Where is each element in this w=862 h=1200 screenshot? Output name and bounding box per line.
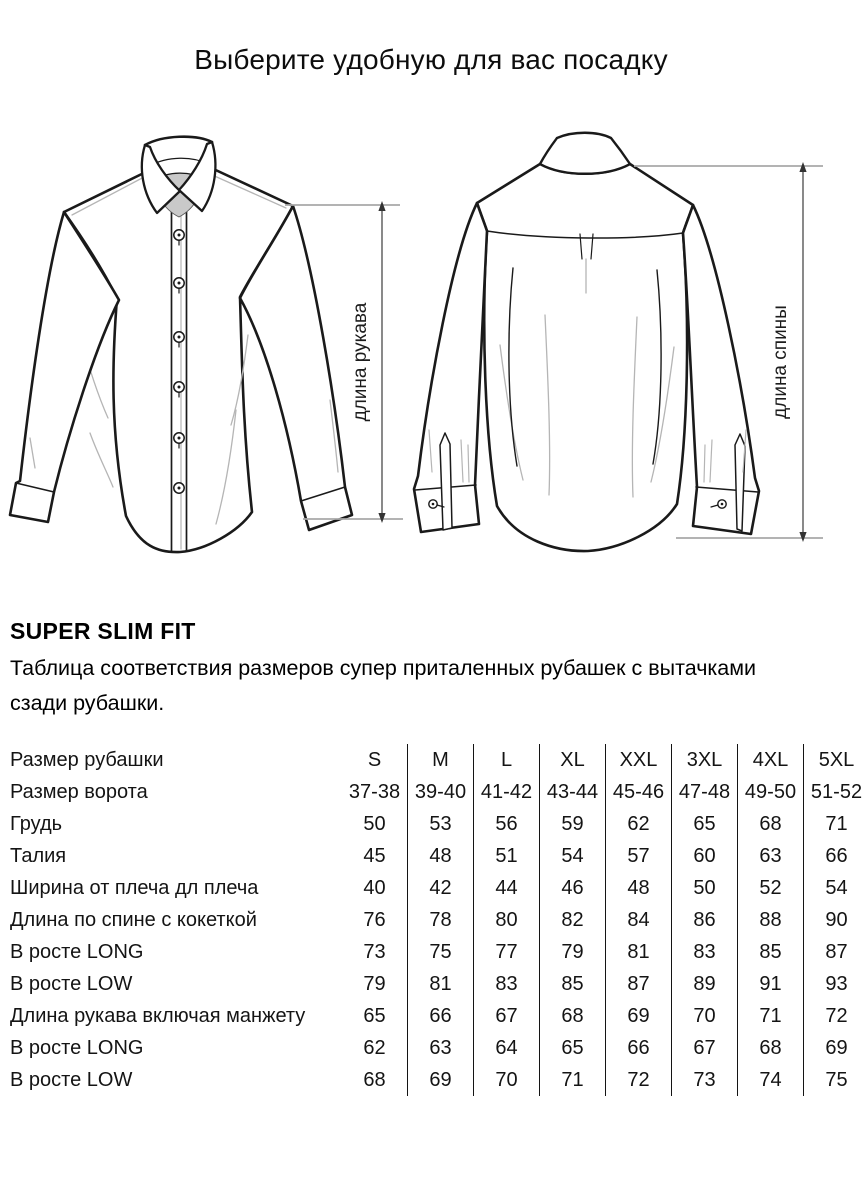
row-value: 46 <box>540 872 606 904</box>
row-value: 43-44 <box>540 776 606 808</box>
back-left-cuff-placket <box>440 433 452 530</box>
row-value: 52 <box>738 872 804 904</box>
row-value: 79 <box>363 972 386 995</box>
row-value: 81 <box>408 968 474 1000</box>
row-value: 71 <box>804 808 862 840</box>
table-row <box>10 840 862 872</box>
row-value: 82 <box>540 904 606 936</box>
row-value: 72 <box>804 1000 862 1032</box>
row-value: 84 <box>606 904 672 936</box>
row-label: В росте LONG <box>10 940 144 963</box>
row-value: 88 <box>738 904 804 936</box>
row-label: Длина рукава включая манжету <box>10 1004 306 1027</box>
front-collar <box>142 137 216 217</box>
row-value: 77 <box>474 936 540 968</box>
row-value: 51-52 <box>804 776 862 808</box>
back-length-label: длина спины <box>770 305 791 419</box>
front-shirt-drawing <box>10 137 352 552</box>
row-value: 79 <box>540 936 606 968</box>
row-value: 40 <box>363 876 386 899</box>
table-row <box>10 1064 862 1096</box>
fit-heading: SUPER SLIM FIT <box>10 618 196 644</box>
row-value: 72 <box>606 1064 672 1096</box>
row-value: 56 <box>474 808 540 840</box>
row-label: Ширина от плеча дл плеча <box>10 876 259 899</box>
row-value: 47-48 <box>672 776 738 808</box>
row-value: 71 <box>540 1064 606 1096</box>
row-value: 60 <box>672 840 738 872</box>
row-value: 73 <box>363 940 386 963</box>
row-value: 63 <box>738 840 804 872</box>
row-value: XXL <box>606 744 672 776</box>
row-value: M <box>408 744 474 776</box>
size-table <box>10 744 862 1096</box>
row-value: 75 <box>408 936 474 968</box>
row-value: 68 <box>363 1068 386 1091</box>
row-value: 41-42 <box>474 776 540 808</box>
row-value: XL <box>540 744 606 776</box>
row-value: 69 <box>804 1032 862 1064</box>
row-value: 69 <box>408 1064 474 1096</box>
row-value: 65 <box>363 1004 386 1027</box>
row-value: 73 <box>672 1064 738 1096</box>
fit-description: Таблица соответствия размеров супер приталенных рубашек с вытачками сзади рубашки. <box>10 656 757 715</box>
row-value: 86 <box>672 904 738 936</box>
shirt-technical-drawing <box>0 100 862 580</box>
row-value: 67 <box>672 1032 738 1064</box>
row-value: 91 <box>738 968 804 1000</box>
row-value: 71 <box>738 1000 804 1032</box>
row-value: 68 <box>540 1000 606 1032</box>
row-label: Размер рубашки <box>10 748 164 771</box>
back-collar <box>540 133 630 174</box>
row-value: 64 <box>474 1032 540 1064</box>
table-row <box>10 808 862 840</box>
row-value: 66 <box>408 1000 474 1032</box>
row-value: 63 <box>408 1032 474 1064</box>
row-value: 48 <box>408 840 474 872</box>
row-label: Размер ворота <box>10 780 148 803</box>
row-value: 49-50 <box>738 776 804 808</box>
row-value: 39-40 <box>408 776 474 808</box>
row-value: 54 <box>540 840 606 872</box>
table-row <box>10 776 862 808</box>
row-value: L <box>474 744 540 776</box>
row-value: 65 <box>540 1032 606 1064</box>
row-value: 57 <box>606 840 672 872</box>
row-value: 81 <box>606 936 672 968</box>
row-label: Талия <box>10 844 67 867</box>
row-value: 37-38 <box>348 780 401 803</box>
row-value: 45-46 <box>606 776 672 808</box>
row-value: 65 <box>672 808 738 840</box>
row-value: 51 <box>474 840 540 872</box>
row-label: В росте LOW <box>10 972 133 995</box>
row-value: 90 <box>804 904 862 936</box>
row-value: 62 <box>363 1036 386 1059</box>
row-value: 93 <box>804 968 862 1000</box>
row-value: 70 <box>672 1000 738 1032</box>
back-right-sleeve <box>683 205 759 534</box>
row-value: 59 <box>540 808 606 840</box>
row-value: 62 <box>606 808 672 840</box>
row-value: 83 <box>672 936 738 968</box>
table-row <box>10 936 862 968</box>
row-value: 44 <box>474 872 540 904</box>
row-value: 54 <box>804 872 862 904</box>
size-table-body <box>10 744 862 1096</box>
row-value: 67 <box>474 1000 540 1032</box>
sleeve-length-label: длина рукава <box>350 302 371 422</box>
row-value: 83 <box>474 968 540 1000</box>
page-title: Выберите удобную для вас посадку <box>194 44 668 75</box>
row-value: 4XL <box>738 744 804 776</box>
row-value: 89 <box>672 968 738 1000</box>
table-row <box>10 968 862 1000</box>
table-row <box>10 1032 862 1064</box>
row-value: 50 <box>363 812 386 835</box>
row-value: 85 <box>738 936 804 968</box>
row-value: 68 <box>738 1032 804 1064</box>
row-value: 80 <box>474 904 540 936</box>
row-value: 70 <box>474 1064 540 1096</box>
row-value: 74 <box>738 1064 804 1096</box>
row-value: 76 <box>363 908 386 931</box>
row-label: В росте LOW <box>10 1068 133 1091</box>
row-value: 78 <box>408 904 474 936</box>
back-shirt-drawing <box>414 133 759 551</box>
row-value: 48 <box>606 872 672 904</box>
table-row <box>10 872 862 904</box>
row-label: В росте LONG <box>10 1036 144 1059</box>
row-label: Длина по спине с кокеткой <box>10 908 257 931</box>
row-value: 85 <box>540 968 606 1000</box>
row-value: 75 <box>804 1064 862 1096</box>
row-value: 53 <box>408 808 474 840</box>
table-row <box>10 904 862 936</box>
row-label: Грудь <box>10 812 63 835</box>
row-value: 68 <box>738 808 804 840</box>
row-value: 69 <box>606 1000 672 1032</box>
row-value: 87 <box>804 936 862 968</box>
row-value: 87 <box>606 968 672 1000</box>
row-value: 5XL <box>804 744 862 776</box>
row-value: S <box>367 748 382 771</box>
row-value: 42 <box>408 872 474 904</box>
table-row <box>10 744 862 776</box>
row-value: 3XL <box>672 744 738 776</box>
row-value: 66 <box>606 1032 672 1064</box>
row-value: 45 <box>363 844 386 867</box>
table-row <box>10 1000 862 1032</box>
row-value: 66 <box>804 840 862 872</box>
shirt-diagram <box>0 100 862 580</box>
row-value: 50 <box>672 872 738 904</box>
